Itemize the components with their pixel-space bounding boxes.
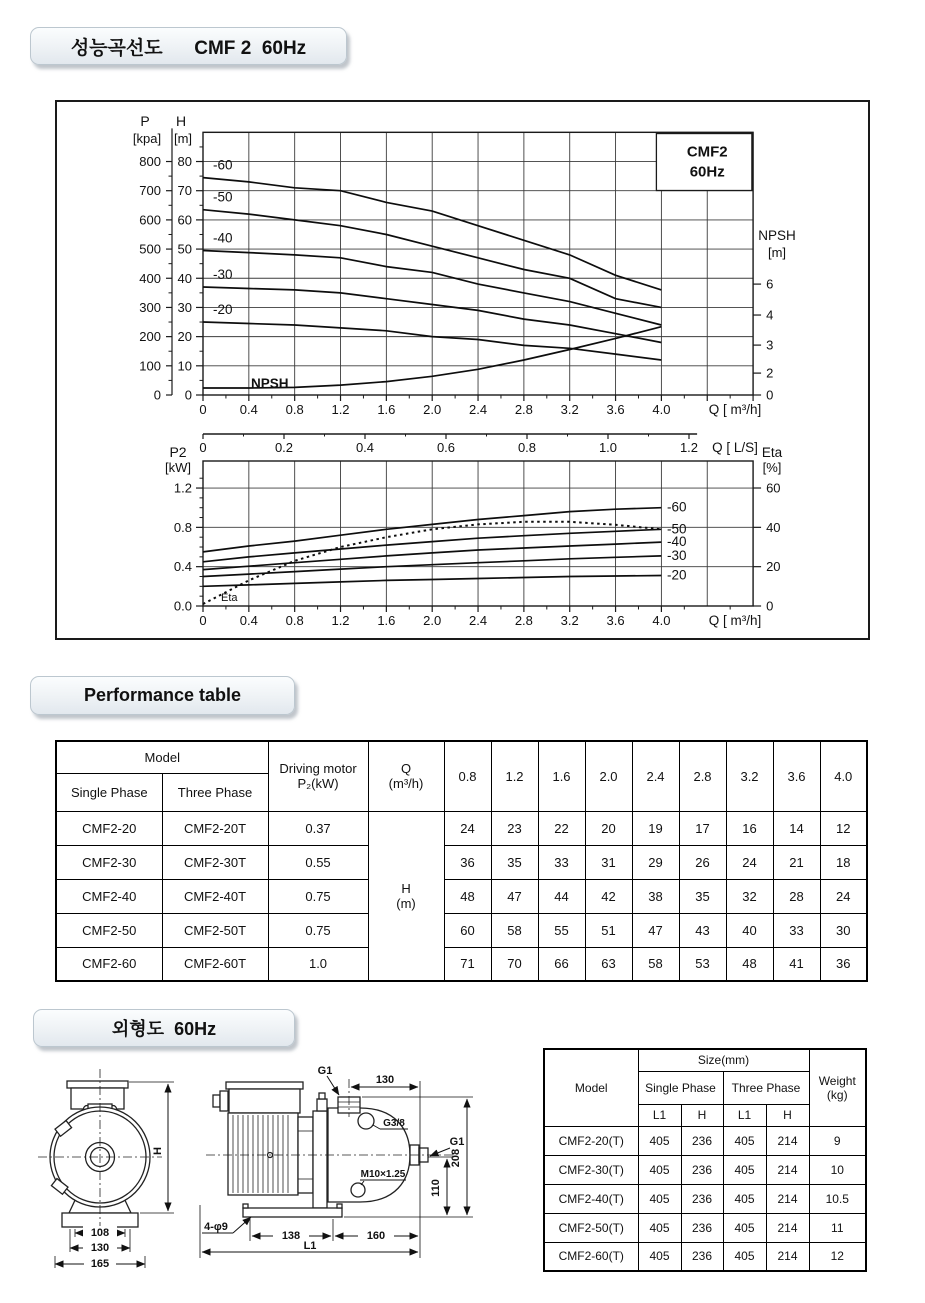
dimension-label: H [152,1147,164,1155]
performance-table [55,740,868,982]
x-tick-label: 3.2 [560,613,579,628]
flow-col-header: 4.0 [820,741,867,811]
dimension-label: L1 [303,1240,317,1252]
l1-col-header: L1 [638,1104,681,1126]
h-tick-label: 40 [177,270,192,286]
npsh-axis-title: NPSH [758,228,796,243]
head-value-cell: 32 [726,879,773,913]
x-axis-title: Q [ m³/h] [708,613,762,628]
tp-h-cell: 214 [766,1155,809,1184]
head-value-cell: 35 [679,879,726,913]
lps-tick-label: 0.4 [355,440,375,455]
l1-col-header: L1 [723,1104,766,1126]
model-three-cell: CMF2-60T [162,947,268,981]
weight-cell: 9 [809,1126,866,1155]
sp-l1-cell: 405 [638,1184,681,1213]
p-tick-label: 100 [139,358,161,374]
chart-badge [656,134,751,191]
head-value-cell: 24 [726,845,773,879]
curve-label: -50 [667,521,687,537]
head-value-cell: 40 [726,913,773,947]
p-axis-unit: [kpa] [132,131,162,146]
head-value-cell: 33 [773,913,820,947]
x-tick-label: 1.6 [377,402,396,417]
q-header-line2: (m³/h) [388,776,424,792]
motor-header-line1: Driving motor [279,761,357,777]
curve-label: -60 [213,157,233,173]
size-model-cell: CMF2-60(T) [544,1242,638,1271]
h-tick-label: 50 [177,241,192,257]
dimension-label: 110 [430,1179,442,1197]
weight-cell: 10 [809,1155,866,1184]
dimension-label: 165 [90,1258,110,1270]
x-tick-label: 4.0 [652,613,671,628]
head-value-cell: 43 [679,913,726,947]
model-three-cell: CMF2-30T [162,845,268,879]
dimension-label: 108 [90,1227,110,1239]
head-value-cell: 71 [444,947,491,981]
h-axis-title: H [175,113,187,129]
p-tick-label: 400 [139,270,161,286]
head-value-cell: 42 [585,879,632,913]
head-value-cell: 35 [491,845,538,879]
p-axis-title: P [140,113,150,129]
weight-header-line2: (kg) [826,1087,848,1102]
port-label: G1 [449,1136,465,1148]
h-unit-line2: (m) [396,895,416,911]
x-tick-label: 2.0 [423,613,442,628]
weight-cell: 11 [809,1213,866,1242]
size-table [543,1048,867,1272]
x-tick-label: 3.6 [606,613,625,628]
lps-tick-label: 0.6 [436,440,456,455]
table-row [56,845,867,879]
outline-title-text: 외형도 60Hz [111,1019,217,1039]
flow-col-header: 2.4 [632,741,679,811]
head-value-cell: 38 [632,879,679,913]
p-tick-label: 200 [139,329,161,345]
x-tick-label: 0 [199,613,207,628]
table-row [544,1242,866,1271]
motor-kw-cell: 0.75 [268,913,368,947]
h-tick-label: 20 [177,329,192,345]
x-tick-label: 2.8 [514,402,533,417]
eta-tick-label: 60 [766,480,781,496]
h-unit-cell [368,811,444,981]
size-header: Size(mm) [638,1049,809,1071]
lps-tick-label: 0.8 [517,440,537,455]
h-tick-label: 80 [177,154,192,170]
npsh-axis-unit: [m] [767,245,787,260]
p2-axis-title: P2 [169,444,187,460]
p2-tick-label: 0.4 [173,559,192,575]
head-value-cell: 48 [444,879,491,913]
head-value-cell: 55 [538,913,585,947]
motor-header-line2: P₂(kW) [297,776,339,792]
sp-l1-cell: 405 [638,1155,681,1184]
size-model-cell: CMF2-40(T) [544,1184,638,1213]
head-value-cell: 47 [491,879,538,913]
p2-tick-label: 0.0 [173,598,192,614]
sp-h-cell: 236 [681,1126,723,1155]
x-tick-label: 2.4 [469,402,488,417]
size-three-phase-header: Three Phase [723,1071,809,1104]
npsh-curve-label: NPSH [251,376,289,391]
table-row [544,1155,866,1184]
curve-label: -20 [213,302,233,318]
head-value-cell: 21 [773,845,820,879]
badge-model: CMF2 [686,143,728,161]
p2-tick-label: 1.2 [173,480,192,496]
sp-h-cell: 236 [681,1242,723,1271]
tp-l1-cell: 405 [723,1213,766,1242]
head-value-cell: 70 [491,947,538,981]
head-value-cell: 33 [538,845,585,879]
x-tick-label: 0 [199,402,207,417]
head-value-cell: 28 [773,879,820,913]
tp-h-cell: 214 [766,1213,809,1242]
table-row [56,913,867,947]
curve-label: -30 [213,267,233,283]
performance-curve-title-text: 성능곡선도 CMF 2 60Hz [70,37,307,59]
tp-h-cell: 214 [766,1242,809,1271]
head-value-cell: 63 [585,947,632,981]
h-unit-line1: H [401,880,411,896]
head-value-cell: 31 [585,845,632,879]
curves-svg [55,100,870,640]
tp-l1-cell: 405 [723,1126,766,1155]
size-model-cell: CMF2-20(T) [544,1126,638,1155]
model-single-cell: CMF2-20 [56,811,162,845]
head-value-cell: 16 [726,811,773,845]
h-tick-label: 30 [177,299,192,315]
x-tick-label: 4.0 [652,402,671,417]
p-tick-label: 500 [139,241,161,257]
x-tick-label: 2.8 [514,613,533,628]
table-row [56,947,867,981]
npsh-tick-label: 6 [766,276,774,292]
table-row [544,1126,866,1155]
p2-axis-unit: [kW] [165,460,191,475]
motor-kw-cell: 1.0 [268,947,368,981]
head-value-cell: 24 [444,811,491,845]
head-value-cell: 53 [679,947,726,981]
x-tick-label: 1.6 [377,613,396,628]
eta-tick-label: 20 [766,559,781,575]
x-tick-label: 0.8 [285,613,304,628]
flow-col-header: 3.6 [773,741,820,811]
three-phase-header: Three Phase [162,773,268,811]
section-title-performance-curve [30,27,347,65]
head-value-cell: 18 [820,845,867,879]
npsh-tick-label: 0 [766,387,774,403]
side-view-drawing [206,1079,454,1217]
x-axis-title: Q [ m³/h] [708,402,762,417]
size-model-header: Model [544,1049,638,1126]
size-model-cell: CMF2-50(T) [544,1213,638,1242]
npsh-tick-label: 2 [766,365,774,381]
port-label: G3/8 [383,1118,405,1129]
motor-header [268,741,368,811]
eta-axis-unit: [%] [762,460,782,475]
lps-tick-label: 1.0 [598,440,618,455]
section-title-performance-table [30,676,295,715]
h-tick-label: 10 [177,358,192,374]
h-tick-label: 70 [177,183,192,199]
curve-label: -40 [213,230,233,246]
npsh-tick-label: 4 [766,307,774,323]
lps-tick-label: 1.2 [679,440,699,455]
model-single-cell: CMF2-30 [56,845,162,879]
tp-l1-cell: 405 [723,1184,766,1213]
curve-label: -40 [667,534,687,550]
curve-label: -60 [667,499,687,515]
h-col-header: H [681,1104,723,1126]
x-tick-label: 3.2 [560,402,579,417]
p-tick-label: 0 [153,387,161,403]
dimension-label: 130 [375,1074,395,1086]
sp-h-cell: 236 [681,1213,723,1242]
sp-l1-cell: 405 [638,1126,681,1155]
model-single-cell: CMF2-60 [56,947,162,981]
p2-tick-label: 0.8 [173,519,192,535]
dimension-label: 160 [366,1230,386,1242]
flow-col-header: 3.2 [726,741,773,811]
section-title-outline [33,1009,295,1047]
tp-h-cell: 214 [766,1126,809,1155]
x-tick-label: 0.4 [239,402,258,417]
table-row [544,1184,866,1213]
p-tick-label: 800 [139,154,161,170]
head-value-cell: 23 [491,811,538,845]
table-row [544,1213,866,1242]
x-tick-label: 2.0 [423,402,442,417]
head-value-cell: 58 [491,913,538,947]
head-value-cell: 30 [820,913,867,947]
flow-col-header: 0.8 [444,741,491,811]
curve-label: -20 [667,567,687,583]
head-value-cell: 36 [820,947,867,981]
h-axis-unit: [m] [173,131,193,146]
model-single-cell: CMF2-40 [56,879,162,913]
head-value-cell: 17 [679,811,726,845]
x-tick-label: 0.4 [239,613,258,628]
weight-header-line1: Weight [818,1073,856,1088]
h-col-header: H [766,1104,809,1126]
dimension-label: 130 [90,1242,110,1254]
lps-tick-label: 0.2 [274,440,294,455]
weight-cell: 12 [809,1242,866,1271]
head-value-cell: 22 [538,811,585,845]
model-three-cell: CMF2-50T [162,913,268,947]
motor-kw-cell: 0.37 [268,811,368,845]
tp-l1-cell: 405 [723,1242,766,1271]
dimension-label: 138 [281,1230,301,1242]
x-tick-label: 1.2 [331,402,350,417]
curve-label: -30 [667,547,687,563]
size-model-cell: CMF2-30(T) [544,1155,638,1184]
outline-drawing-svg [30,1055,510,1303]
head-value-cell: 14 [773,811,820,845]
head-value-cell: 20 [585,811,632,845]
p-tick-label: 300 [139,299,161,315]
badge-frequency: 60Hz [689,163,725,181]
curve-label: -50 [213,189,233,205]
head-value-cell: 60 [444,913,491,947]
p-tick-label: 700 [139,183,161,199]
head-value-cell: 44 [538,879,585,913]
head-value-cell: 36 [444,845,491,879]
q-header [368,741,444,811]
flow-col-header: 2.8 [679,741,726,811]
model-header: Model [56,741,268,773]
dimension-label: 4-φ9 [204,1221,228,1233]
head-value-cell: 12 [820,811,867,845]
head-value-cell: 19 [632,811,679,845]
h-tick-label: 0 [184,387,192,403]
sp-h-cell: 236 [681,1155,723,1184]
head-value-cell: 29 [632,845,679,879]
size-single-phase-header: Single Phase [638,1071,723,1104]
x-tick-label: 3.6 [606,402,625,417]
lps-axis-title: Q [ L/S] [712,440,758,455]
performance-curve-chart [55,100,870,645]
sp-l1-cell: 405 [638,1213,681,1242]
head-value-cell: 48 [726,947,773,981]
head-value-cell: 51 [585,913,632,947]
tp-h-cell: 214 [766,1184,809,1213]
head-value-cell: 26 [679,845,726,879]
x-tick-label: 0.8 [285,402,304,417]
model-three-cell: CMF2-40T [162,879,268,913]
dimension-label: 208 [450,1148,462,1168]
head-value-cell: 47 [632,913,679,947]
outline-drawing [30,1055,510,1303]
eta-tick-label: 40 [766,519,781,535]
head-value-cell: 24 [820,879,867,913]
lps-tick-label: 0 [199,440,207,455]
port-label: G1 [317,1065,333,1077]
model-single-cell: CMF2-50 [56,913,162,947]
flow-col-header: 2.0 [585,741,632,811]
table-row [56,811,867,845]
weight-header [809,1049,866,1126]
table-row [56,879,867,913]
flow-col-header: 1.6 [538,741,585,811]
performance-table-title-text: Performance table [83,685,242,705]
eta-tick-label: 0 [766,598,774,614]
sp-l1-cell: 405 [638,1242,681,1271]
x-tick-label: 2.4 [469,613,488,628]
eta-curve-label: Eta [221,592,238,604]
q-header-line1: Q [400,761,412,777]
weight-cell: 10.5 [809,1184,866,1213]
tp-l1-cell: 405 [723,1155,766,1184]
head-value-cell: 66 [538,947,585,981]
p-tick-label: 600 [139,212,161,228]
model-three-cell: CMF2-20T [162,811,268,845]
motor-kw-cell: 0.55 [268,845,368,879]
flow-col-header: 1.2 [491,741,538,811]
single-phase-header: Single Phase [56,773,162,811]
eta-axis-title: Eta [761,445,783,460]
head-value-cell: 58 [632,947,679,981]
motor-kw-cell: 0.75 [268,879,368,913]
front-view-drawing [38,1069,162,1237]
head-value-cell: 41 [773,947,820,981]
x-tick-label: 1.2 [331,613,350,628]
npsh-tick-label: 3 [766,337,774,353]
sp-h-cell: 236 [681,1184,723,1213]
h-tick-label: 60 [177,212,192,228]
port-label: M10×1.25 [360,1169,406,1180]
